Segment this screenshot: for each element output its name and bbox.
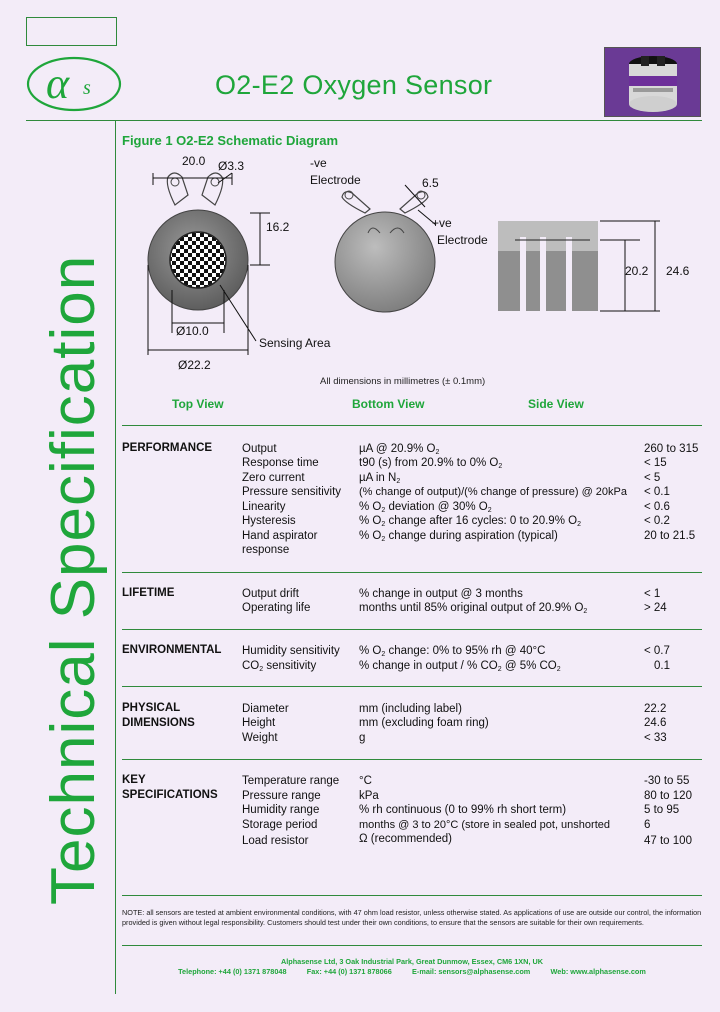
- param-cell: Weight: [242, 732, 278, 744]
- param-cell: Hysteresis: [242, 515, 296, 527]
- value-cell: < 15: [644, 457, 667, 469]
- section-label-lifetime: LIFETIME: [122, 587, 175, 599]
- value-cell: < 0.1: [644, 486, 670, 498]
- section-separator: [122, 895, 702, 896]
- value-cell: 20 to 21.5: [644, 530, 696, 542]
- header-box: [26, 17, 117, 46]
- param-cell: Pressure sensitivity: [242, 486, 342, 498]
- value-cell: < 0.2: [644, 515, 670, 527]
- value-cell: -30 to 55: [644, 775, 690, 787]
- condition-cell: Ω (recommended): [359, 833, 452, 845]
- figure-title: Figure 1 O2-E2 Schematic Diagram: [122, 133, 339, 148]
- label-negative: -ve: [310, 156, 327, 170]
- condition-cell: % change in output @ 3 months: [359, 588, 523, 600]
- section-separator: [122, 686, 702, 687]
- svg-text:s: s: [83, 77, 91, 99]
- param-cell: Hand aspirator: [242, 530, 318, 542]
- value-cell: > 24: [644, 602, 667, 614]
- condition-cell: % change in output / % $CO_2$ @ 5% $CO_2$: [359, 660, 561, 673]
- value-cell: < 0.7: [644, 645, 670, 657]
- dim-height-16: 16.2: [266, 220, 290, 234]
- dim-diameter-22: Ø22.2: [178, 358, 211, 372]
- bottom-view-drawing: [310, 156, 488, 312]
- top-view-drawing: [148, 154, 331, 372]
- section-separator: [122, 572, 702, 573]
- condition-cell: mm (including label): [359, 703, 462, 715]
- condition-cell: mm (excluding foam ring): [359, 717, 489, 729]
- condition-cell: µA in $N_2$: [359, 472, 401, 485]
- bottom-view-label: Bottom View: [352, 397, 425, 411]
- dimensions-note: All dimensions in millimetres (± 0.1mm): [320, 376, 486, 387]
- dim-height-20: 20.2: [625, 264, 649, 278]
- param-cell: $CO_2$ sensitivity: [242, 660, 317, 673]
- section-label-key-specs: KEY SPECIFICATIONS: [122, 774, 218, 801]
- side-title: Technical Specification: [39, 254, 108, 905]
- footer-address: Alphasense Ltd, 3 Oak Industrial Park, Great Dunmow, Essex, CM6 1XN, UK: [280, 957, 544, 966]
- label-positive-electrode: Electrode: [437, 233, 488, 247]
- value-cell: < 1: [644, 588, 661, 600]
- section-separator: [122, 945, 702, 946]
- value-cell: < 0.6: [644, 501, 670, 513]
- section-separator: [122, 425, 702, 426]
- value-cell: 0.1: [654, 660, 670, 672]
- left-margin-rule: [115, 120, 116, 994]
- param-cell: Zero current: [242, 472, 305, 484]
- section-separator: [122, 629, 702, 630]
- condition-cell: % $O_2$ change after 16 cycles: 0 to 20.9% $O_2$: [359, 515, 581, 528]
- param-cell: Humidity range: [242, 804, 320, 816]
- value-cell: 80 to 120: [644, 790, 692, 802]
- section-label-physical: PHYSICAL DIMENSIONS: [122, 702, 195, 729]
- condition-cell: months until 85% original output of 20.9% $O_2$: [359, 602, 588, 615]
- dim-pin-spacing: 6.5: [422, 176, 439, 190]
- condition-cell: % rh continuous (0 to 99% rh short term): [359, 804, 567, 816]
- side-view-drawing: [498, 221, 690, 311]
- svg-text:α: α: [46, 59, 70, 108]
- label-negative-electrode: Electrode: [310, 173, 361, 187]
- company-footer: [122, 957, 702, 976]
- value-cell: 47 to 100: [644, 835, 692, 847]
- page-title: O2-E2 Oxygen Sensor: [215, 70, 493, 100]
- param-cell: Height: [242, 717, 276, 729]
- param-cell: Linearity: [242, 501, 286, 513]
- condition-cell: g: [359, 732, 366, 744]
- condition-cell: (% change of output)/(% change of pressure) @ 20kPa: [359, 486, 627, 498]
- param-cell: Diameter: [242, 703, 289, 715]
- condition-cell: °C: [359, 775, 372, 787]
- param-cell: Output: [242, 443, 277, 455]
- condition-cell: µA @ 20.9% $O_2$: [359, 443, 440, 456]
- condition-cell: months @ 3 to 20°C (store in sealed pot, unshorted: [359, 819, 610, 831]
- param-cell: Pressure range: [242, 790, 321, 802]
- value-cell: 260 to 315: [644, 443, 699, 455]
- dim-sensing-area: Sensing Area: [259, 336, 331, 350]
- schematic-diagram: [120, 145, 700, 375]
- dim-pin-diameter: Ø3.3: [218, 159, 245, 173]
- value-cell: 24.6: [644, 717, 667, 729]
- param-cell: Output drift: [242, 588, 299, 600]
- condition-cell: t90 (s) from 20.9% to 0% $O_2$: [359, 457, 503, 470]
- value-cell: 22.2: [644, 703, 667, 715]
- param-cell: Operating life: [242, 602, 311, 614]
- dim-diameter-10: Ø10.0: [176, 324, 209, 338]
- param-cell: Storage period: [242, 819, 318, 831]
- condition-cell: % $O_2$ change: 0% to 95% rh @ 40°C: [359, 645, 546, 658]
- value-cell: 6: [644, 819, 651, 831]
- alphasense-logo: [26, 56, 122, 112]
- condition-cell: % $O_2$ change during aspiration (typical): [359, 530, 558, 543]
- param-cell: Humidity sensitivity: [242, 645, 340, 657]
- param-cell: Response time: [242, 457, 319, 469]
- dim-width-20: 20.0: [182, 154, 206, 168]
- section-label-environmental: ENVIRONMENTAL: [122, 644, 222, 656]
- condition-cell: kPa: [359, 790, 379, 802]
- value-cell: 5 to 95: [644, 804, 680, 816]
- value-cell: < 5: [644, 472, 661, 484]
- condition-cell: % $O_2$ deviation @ 30% $O_2$: [359, 501, 492, 514]
- section-separator: [122, 759, 702, 760]
- disclaimer-note: NOTE: all sensors are tested at ambient environmental conditions, with 47 ohm load resistor, unless otherwise stated. As applications of use are outside our control, the information provided is given without legal responsibility. Customers should test under their own conditions, to ensure that the sensors are suitable for their own requirements.: [122, 908, 702, 927]
- param-cell: Load resistor: [242, 835, 309, 847]
- side-view-label: Side View: [528, 397, 584, 411]
- param-cell: response: [242, 544, 290, 556]
- dim-height-24: 24.6: [666, 264, 690, 278]
- param-cell: Temperature range: [242, 775, 340, 787]
- header-rule: [26, 120, 702, 121]
- top-view-label: Top View: [172, 397, 224, 411]
- value-cell: < 33: [644, 732, 667, 744]
- footer-contact: Telephone: +44 (0) 1371 878048 Fax: +44 (0) 1371 878066 E-mail: sensors@alphasense.com Web: www.alphasense.com: [178, 966, 646, 976]
- label-positive: +ve: [432, 216, 452, 230]
- section-label-performance: PERFORMANCE: [122, 442, 213, 454]
- product-photo: [604, 47, 701, 117]
